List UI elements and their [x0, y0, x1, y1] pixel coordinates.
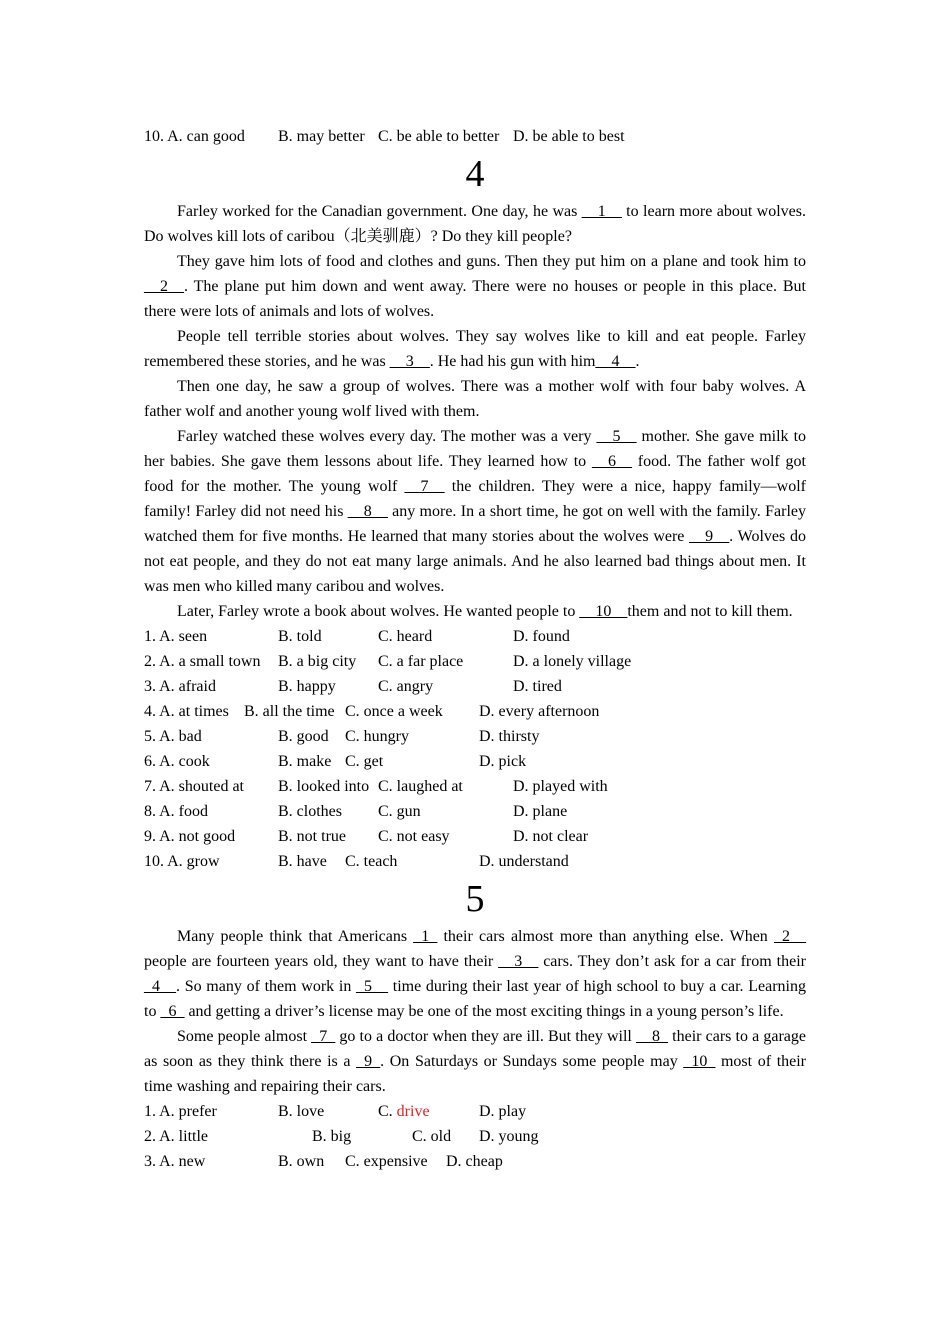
- option-d: D. every afternoon: [479, 703, 600, 720]
- section-4-option-row: [144, 699, 806, 724]
- option-d: D. thirsty: [479, 728, 540, 745]
- option-c: C. angry: [378, 678, 434, 695]
- option-b: B. looked into: [278, 778, 370, 795]
- option-d: D. played with: [513, 778, 608, 795]
- option-a: 3. A. afraid: [144, 678, 216, 695]
- option-d: D. plane: [513, 803, 568, 820]
- option-d: D. young: [479, 1128, 539, 1145]
- paragraph-text: them and not to kill them.: [627, 603, 793, 620]
- option-b: B. clothes: [278, 803, 342, 820]
- answer-blank: _10_: [683, 1053, 716, 1070]
- paragraph-text: most of their time washing and repairing their cars.: [144, 1053, 807, 1095]
- option-a: 4. A. at times: [144, 703, 229, 720]
- section-4-option-row: [144, 724, 806, 749]
- option-b: B. a big city: [278, 653, 357, 670]
- paragraph-text: Some people almost: [177, 1028, 312, 1045]
- option-d: D. pick: [479, 753, 527, 770]
- paragraph-text: the children. They were a nice, happy family—wolf family! Farley did not need his: [144, 478, 806, 520]
- answer-blank: __7__: [404, 478, 445, 495]
- answer-blank: _9_: [356, 1053, 381, 1070]
- paragraph-text: . On Saturdays or Sundays some people may: [380, 1053, 684, 1070]
- option-b: B. big: [312, 1128, 352, 1145]
- paragraph-text: Farley worked for the Canadian government. One day, he was: [177, 203, 582, 220]
- section-4-heading: 4: [465, 153, 485, 195]
- paragraph-text: to learn more about wolves. Do wolves kill lots of caribou（北美驯鹿）? Do they kill people?: [144, 203, 807, 245]
- section-4-option-row: [144, 649, 806, 674]
- option-c: C. expensive: [345, 1153, 428, 1170]
- paragraph-text: Later, Farley wrote a book about wolves. He wanted people to: [177, 603, 580, 620]
- top-option-row: [144, 124, 806, 149]
- paragraph-text: cars. They don’t ask for a car from their: [538, 953, 806, 970]
- option-c: C. once a week: [345, 703, 443, 720]
- section-4-paragraph: [144, 424, 806, 599]
- option-d: D. found: [513, 628, 570, 645]
- option-a: 5. A. bad: [144, 728, 202, 745]
- option-d: D. be able to best: [513, 128, 625, 145]
- section-5-option-row: [144, 1149, 806, 1174]
- highlighted-answer: drive: [396, 1103, 430, 1120]
- answer-blank: __10__: [579, 603, 628, 620]
- paragraph-text: mother. She gave milk to her babies. She gave them lessons about life. They learned how to: [144, 428, 807, 470]
- option-a: 2. A. little: [144, 1128, 208, 1145]
- document-page: [144, 124, 806, 1174]
- option-a: 10. A. grow: [144, 853, 220, 870]
- answer-blank: _7_: [311, 1028, 336, 1045]
- section-5-paragraph: [144, 924, 806, 1024]
- section-4-paragraph: [144, 374, 806, 424]
- answer-blank: __5__: [596, 428, 637, 445]
- section-4-paragraph: [144, 599, 806, 624]
- section-5-option-row: [144, 1099, 806, 1124]
- option-c: C. gun: [378, 803, 421, 820]
- section-5-option-row: [144, 1124, 806, 1149]
- answer-blank: __4__: [595, 353, 636, 370]
- section-5-options: [144, 1099, 806, 1174]
- option-c: [378, 1099, 430, 1124]
- paragraph-text: Farley watched these wolves every day. The mother was a very: [177, 428, 597, 445]
- option-b: B. may better: [278, 128, 365, 145]
- section-5-heading: 5: [465, 878, 485, 920]
- option-a: 3. A. new: [144, 1153, 206, 1170]
- option-a: 6. A. cook: [144, 753, 210, 770]
- option-d: D. a lonely village: [513, 653, 632, 670]
- option-a: 2. A. a small town: [144, 653, 261, 670]
- option-a-text: A. can good: [167, 128, 245, 145]
- option-b: B. have: [278, 853, 327, 870]
- paragraph-text: and getting a driver’s license may be one of the most exciting things in a young person’s life.: [184, 1003, 784, 1020]
- paragraph-text: Many people think that Americans: [177, 928, 414, 945]
- option-number: 10.: [144, 128, 164, 145]
- answer-blank: __8_: [636, 1028, 669, 1045]
- option-b: B. told: [278, 628, 322, 645]
- option-c: C. teach: [345, 853, 398, 870]
- paragraph-text: . The plane put him down and went away. There were no houses or people in this place. But there were lots of animals and lots of wolves.: [144, 278, 806, 320]
- option-d: D. tired: [513, 678, 562, 695]
- section-5-paragraph: [144, 1024, 806, 1099]
- section-4-passage: [144, 199, 806, 624]
- section-4-option-row: [144, 799, 806, 824]
- option-c: C. get: [345, 753, 384, 770]
- section-5-passage: [144, 924, 806, 1099]
- answer-blank: _2__: [774, 928, 807, 945]
- option-a: [144, 124, 245, 149]
- answer-blank: __3__: [389, 353, 430, 370]
- paragraph-text: any more. In a short time, he got on well with the family. Farley watched them for five months. He learned that many stories about the wolves were: [144, 503, 807, 545]
- option-c: C. heard: [378, 628, 433, 645]
- option-b: B. good: [278, 728, 329, 745]
- paragraph-text: time during their last year of high school to buy a car. Learning to: [144, 978, 807, 1020]
- answer-blank: __9__: [689, 528, 730, 545]
- option-c: C. old: [412, 1128, 452, 1145]
- option-d: D. understand: [479, 853, 569, 870]
- paragraph-text: . Wolves do not eat people, and they do not eat many large animals. And he also learned bad things about men. It was men who killed many caribou and wolves.: [144, 528, 806, 595]
- section-4-option-row: [144, 824, 806, 849]
- answer-blank: __6__: [591, 453, 632, 470]
- option-d: D. play: [479, 1103, 527, 1120]
- answer-blank: _4__: [144, 978, 176, 995]
- section-4-option-row: [144, 624, 806, 649]
- option-b: B. happy: [278, 678, 336, 695]
- section-4-option-row: [144, 674, 806, 699]
- option-b: B. own: [278, 1153, 325, 1170]
- answer-blank: __8__: [347, 503, 388, 520]
- paragraph-text: Then one day, he saw a group of wolves. There was a mother wolf with four baby wolves. A father wolf and another young wolf lived with them.: [144, 378, 806, 420]
- option-c: C. a far place: [378, 653, 464, 670]
- option-d: D. not clear: [513, 828, 589, 845]
- paragraph-text: food. The father wolf got food for the mother. The young wolf: [144, 453, 806, 495]
- paragraph-text: . So many of them work in: [176, 978, 357, 995]
- option-b: B. not true: [278, 828, 346, 845]
- paragraph-text: their cars to a garage as soon as they think there is a: [144, 1028, 807, 1070]
- option-b: B. make: [278, 753, 332, 770]
- option-a: 9. A. not good: [144, 828, 236, 845]
- option-c: C. be able to better: [378, 128, 500, 145]
- option-label: C.: [378, 1103, 397, 1120]
- paragraph-text: .: [635, 353, 640, 370]
- section-4-option-row: [144, 849, 806, 874]
- paragraph-text: people are fourteen years old, they want to have their: [144, 953, 499, 970]
- answer-blank: __2__: [144, 278, 184, 295]
- paragraph-text: They gave him lots of food and clothes and guns. Then they put him on a plane and took him to: [177, 253, 806, 270]
- section-4-paragraph: [144, 249, 806, 324]
- option-a: 7. A. shouted at: [144, 778, 244, 795]
- answer-blank: _1_: [413, 928, 438, 945]
- option-b: B. all the time: [244, 703, 335, 720]
- paragraph-text: People tell terrible stories about wolves. They say wolves like to kill and eat people. Farley remembered these stories, and he was: [144, 328, 806, 370]
- section-4-options: [144, 624, 806, 874]
- answer-blank: __3__: [498, 953, 539, 970]
- option-c: C. hungry: [345, 728, 409, 745]
- option-c: C. laughed at: [378, 778, 463, 795]
- section-4-paragraph: [144, 324, 806, 374]
- option-a: 1. A. prefer: [144, 1103, 217, 1120]
- option-b: B. love: [278, 1103, 325, 1120]
- section-4-paragraph: [144, 199, 806, 249]
- section-4-option-row: [144, 774, 806, 799]
- option-c: C. not easy: [378, 828, 450, 845]
- section-4-option-row: [144, 749, 806, 774]
- option-a: 1. A. seen: [144, 628, 208, 645]
- answer-blank: _6_: [160, 1003, 185, 1020]
- paragraph-text: . He had his gun with him: [429, 353, 596, 370]
- paragraph-text: go to a doctor when they are ill. But they will: [335, 1028, 637, 1045]
- answer-blank: __1__: [581, 203, 622, 220]
- option-a: 8. A. food: [144, 803, 208, 820]
- answer-blank: _5__: [356, 978, 389, 995]
- option-d: D. cheap: [446, 1153, 503, 1170]
- paragraph-text: their cars almost more than anything else. When: [437, 928, 775, 945]
